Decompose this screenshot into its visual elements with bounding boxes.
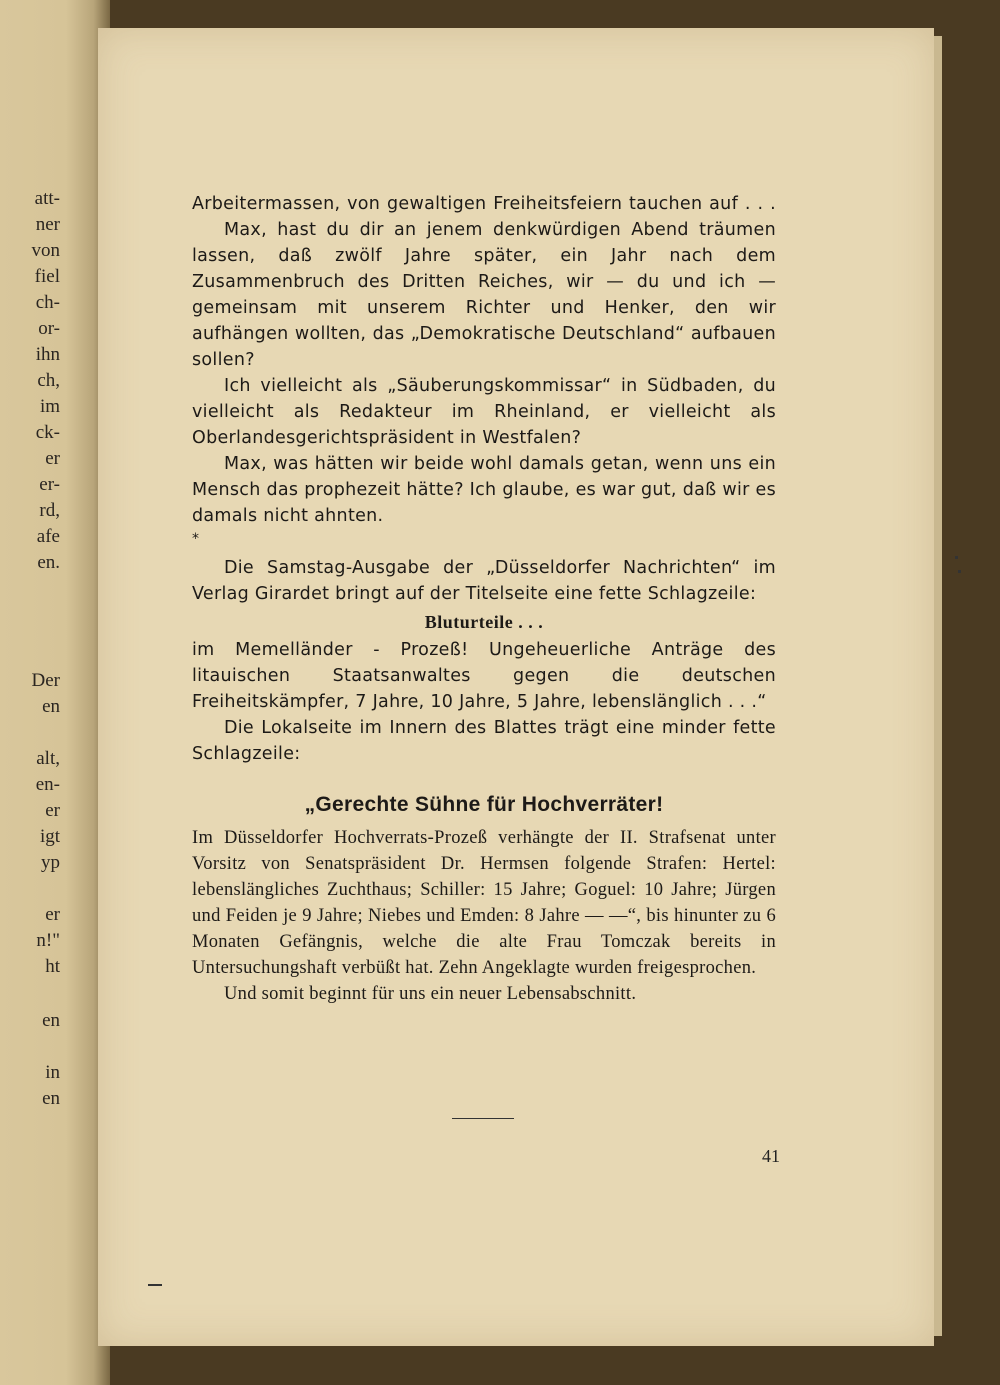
facing-page-fragment: ch- xyxy=(35,292,60,313)
facing-page-fragment: en xyxy=(42,1088,60,1109)
facing-page-fragment: en xyxy=(42,1010,60,1031)
paragraph: Arbeitermassen, von gewaltigen Freiheitsfeiern tauchen auf . . . xyxy=(192,194,776,214)
paragraph: Ich vielleicht als „Säuberungskommissar“ in Südbaden, du vielleicht als Redakteur im Rheinland, er vielleicht als Oberlandesgerichtspräsident in Westfalen? xyxy=(192,376,776,448)
page-number: 41 xyxy=(762,1146,780,1166)
paragraph: Und somit beginnt für uns ein neuer Lebensabschnitt. xyxy=(224,984,637,1004)
facing-page-fragment: ht xyxy=(45,956,60,977)
paragraph: im Memelländer - Prozeß! Ungeheuerliche Anträge des litauischen Staatsanwaltes gegen die deutschen Freiheitskämpfer, 7 Jahre, 10 Jahre, 5 Jahre, lebenslänglich . . .“ xyxy=(192,640,776,712)
facing-page-fragment: en. xyxy=(37,552,60,573)
facing-page xyxy=(0,0,110,1385)
paragraph: Max, hast du dir an jenem denkwürdigen Abend träumen lassen, daß zwölf Jahre später, ein Jahr nach dem Zusammenbruch des Dritten Reiches, wir — du und ich — gemeinsam mit unserem Richter und Henker, den wir aufhängen wollten, das „Demokratische Deutschland“ aufbauen sollen? xyxy=(192,220,776,370)
headline-gerechte-suehne: „Gerechte Sühne für Hochverräter! xyxy=(304,793,664,816)
dust-speck xyxy=(955,556,958,559)
paragraph: Die Lokalseite im Innern des Blattes trägt eine minder fette Schlagzeile: xyxy=(192,718,776,764)
section-separator: * xyxy=(192,531,200,547)
facing-page-fragment: en xyxy=(42,696,60,717)
headline-bluturteile: Bluturteile . . . xyxy=(424,612,544,632)
facing-page-fragment: rd, xyxy=(39,500,60,521)
page-edge xyxy=(934,36,942,1336)
facing-page-fragment: en- xyxy=(35,774,60,795)
facing-page-fragment: igt xyxy=(39,826,60,847)
facing-page-fragment: alt, xyxy=(36,748,60,769)
dust-speck xyxy=(958,570,961,573)
facing-page-fragment: er xyxy=(45,904,60,925)
facing-page-fragment: ner xyxy=(35,214,60,235)
facing-page-fragment: von xyxy=(31,240,60,261)
paragraph: Im Düsseldorfer Hochverrats-Prozeß verhängte der II. Strafsenat unter Vorsitz von Senatspräsident Dr. Hermsen folgende Strafen: Hertel: lebenslängliches Zuchthaus; Schiller: 15 Jahre; Goguel: 10 Jahre; Jürgen und Feiden je 9 Jahre; Niebes und Emden: 8 Jahre — —“, bis hinunter zu 6 Monaten Gefängnis, welche die alte Frau Tomczak bereits in Untersuchungshaft verbüßt hat. Zehn Angeklagte wurden freigesprochen. xyxy=(192,828,776,978)
end-rule xyxy=(452,1118,514,1119)
paragraph: Max, was hätten wir beide wohl damals getan, wenn uns ein Mensch das prophezeit hätte? Ich glaube, es war gut, daß wir es damals nicht ahnten. xyxy=(192,454,776,526)
facing-page-fragment: yp xyxy=(41,852,60,873)
dust-speck xyxy=(148,1284,162,1286)
paragraph: Die Samstag-Ausgabe der „Düsseldorfer Nachrichten“ im Verlag Girardet bringt auf der Titelseite eine fette Schlagzeile: xyxy=(192,558,776,604)
facing-page-fragment: er xyxy=(45,448,60,469)
body-text xyxy=(192,191,776,1007)
facing-page-fragment: in xyxy=(45,1062,60,1083)
facing-page-fragment: ck- xyxy=(35,422,60,443)
facing-page-fragment: fiel xyxy=(34,266,60,287)
facing-page-fragment: n!" xyxy=(36,930,60,951)
serif-block xyxy=(192,825,776,1007)
facing-page-fragment: er xyxy=(45,800,60,821)
facing-page-fragment: im xyxy=(39,396,60,417)
facing-page-fragment: Der xyxy=(31,670,60,691)
facing-page-fragment: ihn xyxy=(35,344,60,365)
facing-page-fragment: er- xyxy=(39,474,60,495)
facing-page-fragment: or- xyxy=(38,318,60,339)
facing-page-fragment: ch, xyxy=(37,370,60,391)
facing-page-fragment: afe xyxy=(36,526,60,547)
facing-page-fragment: att- xyxy=(34,188,60,209)
